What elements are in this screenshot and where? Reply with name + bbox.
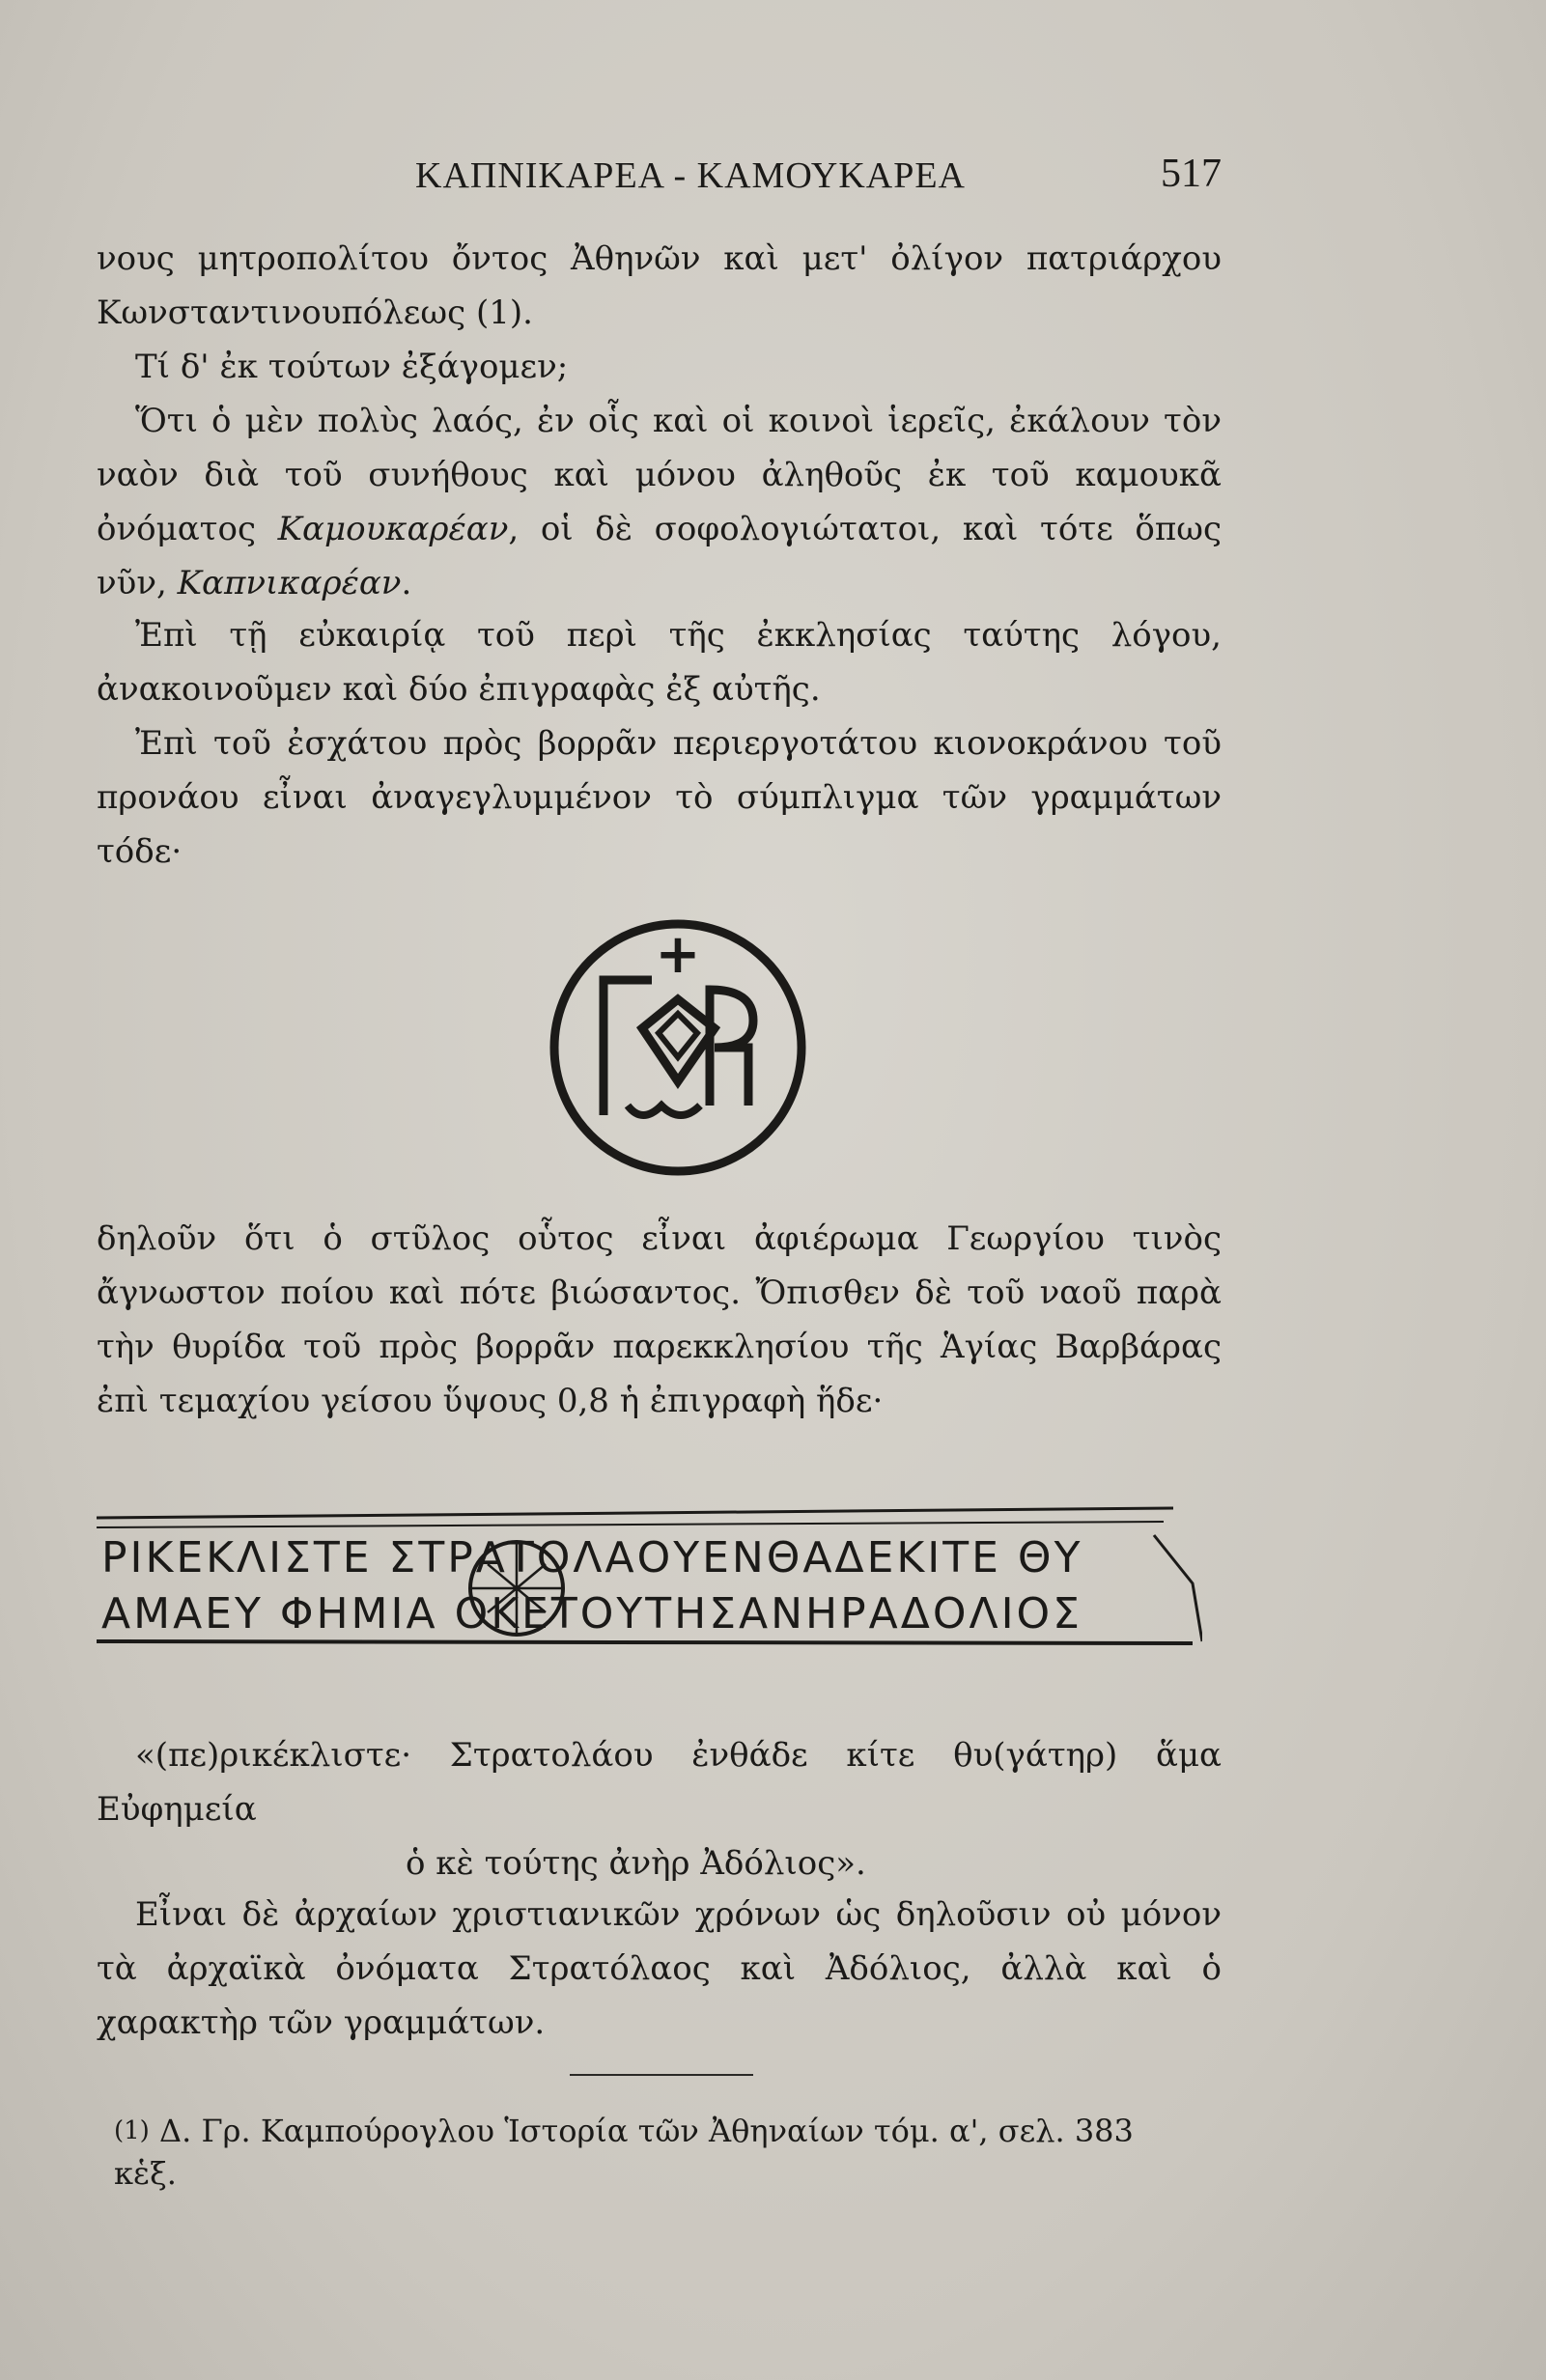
paragraph: Ἐπὶ τῇ εὐκαιρίᾳ τοῦ περὶ τῆς ἐκκλησίας ταύτης λόγου, ἀνακοινοῦμεν καὶ δύο ἐπιγραφὰς ἐξ αὐτῆς.	[97, 616, 1222, 709]
italic-name: Καμουκαρέαν	[277, 510, 509, 548]
footnote-divider	[570, 2074, 753, 2076]
text-block-top	[97, 232, 1222, 610]
paragraph: Ἐπὶ τοῦ ἐσχάτου πρὸς βορρᾶν περιεργοτάτου κιονοκράνου τοῦ προνάου εἶναι ἀναγεγλυμμένον τὸ σύμπλιγμα τῶν γραμμάτων τόδε·	[97, 724, 1222, 871]
paragraph	[97, 394, 1222, 610]
page-header	[97, 154, 1222, 212]
caption-line: «(πε)ρικέκλιστε· Στρατολάου ἐνθάδε κίτε θυ(γάτηρ) ἅμα Εὐφημεία	[97, 1736, 1222, 1829]
footnote	[114, 2110, 1176, 2195]
text-block-lower	[97, 1212, 1222, 1428]
paragraph: Εἶναι δὲ ἀρχαίων χριστιανικῶν χρόνων ὡς δηλοῦσιν οὐ μόνον τὰ ἀρχαϊκὰ ὀνόματα Στρατόλαος καὶ Ἀδόλιος, ἀλλὰ καὶ ὁ χαρακτὴρ τῶν γραμμάτων.	[97, 1895, 1222, 2042]
paragraph: δηλοῦν ὅτι ὁ στῦλος οὗτος εἶναι ἀφιέρωμα Γεωργίου τινὸς ἄγνωστον ποίου καὶ πότε βιώσαντος. Ὄπισθεν δὲ τοῦ ναοῦ παρὰ τὴν θυρίδα τοῦ πρὸς βορρᾶν παρεκκλησίου τῆς Ἁγίας Βαρβάρας ἐπὶ τεμαχίου γείσου ὕψους 0,8 ἡ ἐπιγραφὴ ἥδε·	[97, 1219, 1222, 1420]
cross-icon: +	[655, 923, 701, 986]
text-block-middle	[97, 608, 1222, 879]
paragraph: νους μητροπολίτου ὄντος Ἀθηνῶν καὶ μετ' ὀλίγον πατριάρχου Κωνσταντινουπόλεως (1).	[97, 239, 1222, 332]
inscription-transcription	[97, 1728, 1222, 1890]
footnote-mark: (1)	[114, 2116, 150, 2145]
paragraph-text: .	[401, 564, 412, 602]
paragraph-text: , οἱ δὲ σοφολογιώτατοι, καὶ τότε ὅπως νῦν,	[97, 510, 1222, 602]
page-number: 517	[1161, 152, 1222, 196]
paragraph-text: Ὅτι ὁ μὲν πολὺς λαός, ἐν οἷς καὶ οἱ κοινοὶ ἱερεῖς, ἐκάλουν τὸν ναὸν διὰ τοῦ συνήθους καὶ μόνου ἀληθοῦς ἐκ τοῦ καμουκᾶ ὀνόματος	[97, 402, 1222, 548]
george-monogram-icon	[546, 912, 811, 1178]
italic-name: Καπνικαρέαν	[177, 564, 402, 602]
running-head: ΚΑΠΝΙΚΑΡΕΑ - ΚΑΜΟΥΚΑΡΕΑ	[415, 155, 966, 196]
text-block-bottom	[97, 1888, 1222, 2050]
inscription-slab	[92, 1497, 1202, 1651]
footnote-text: Δ. Γρ. Καμπούρογλου Ἱστορία τῶν Ἀθηναίων τόμ. α', σελ. 383 κἑξ.	[114, 2113, 1134, 2192]
inscription-line: ΑΜΑΕΥ ΦΗΜΙΑ ΟΚΕΤΟΥΤΗΣΑΝΗΡΑΔΟΛΙΟΣ	[101, 1589, 1082, 1638]
inscription-line: ΡΙΚΕΚΛΙΣΤΕ ΣΤΡΑΤΟΛΑΟΥΕΝΘΑΔΕΚΙΤΕ ΘΥ	[101, 1533, 1083, 1582]
caption-line: ὁ κὲ τούτης ἀνὴρ Ἀδόλιος».	[406, 1844, 866, 1883]
paragraph: Τί δ' ἐκ τούτων ἐξάγομεν;	[135, 348, 569, 386]
